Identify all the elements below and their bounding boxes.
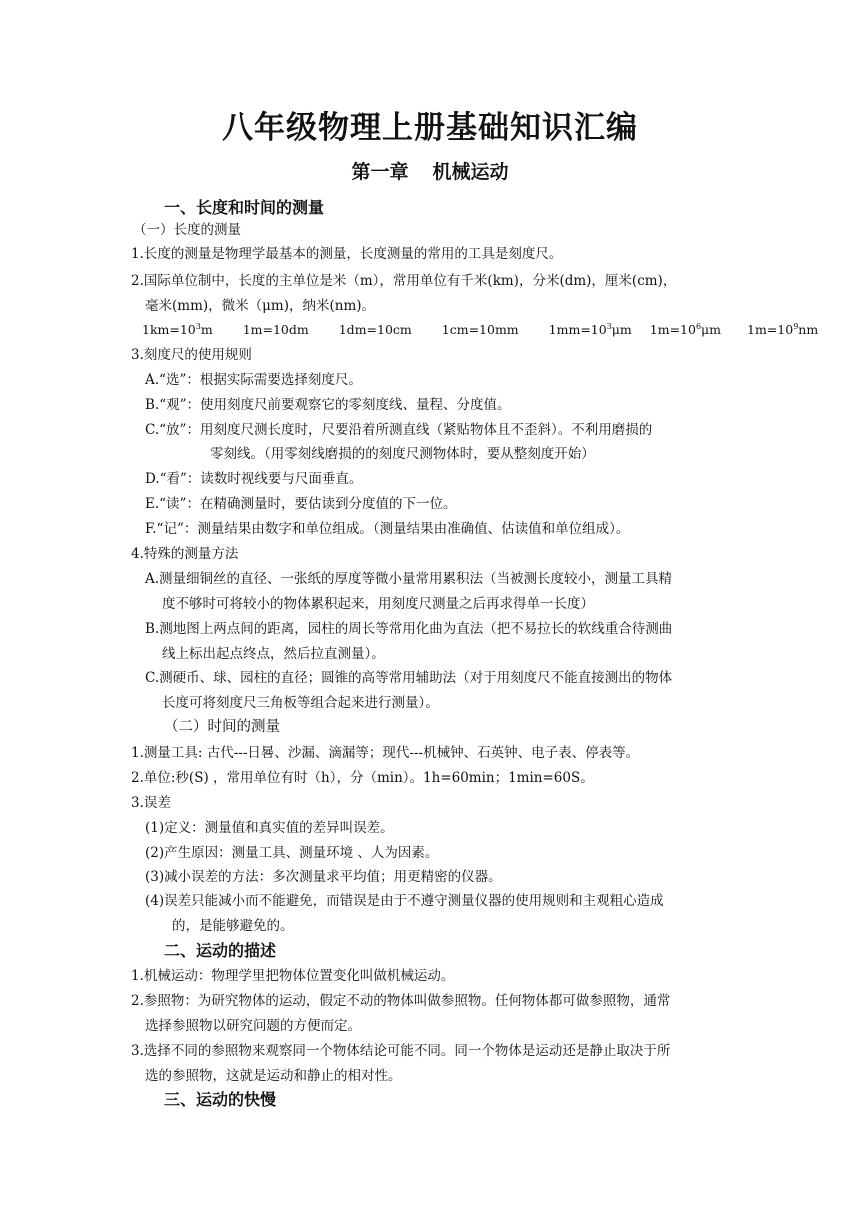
- unit-conversion: 1m=10dm: [242, 322, 309, 337]
- list-item-continuation: 线上标出起点终点，然后拉直测量）。: [162, 646, 385, 662]
- paragraph: 选的参照物，这就是运动和静止的相对性。: [145, 1068, 402, 1084]
- paragraph: 2.国际单位制中，长度的主单位是米（m），常用单位有千米(km)，分米(dm)，厘米(cm)，: [131, 273, 677, 289]
- unit-conversion: $1mm=10^3\mu m$: [548, 322, 632, 337]
- paragraph: 2.参照物：为研究物体的运动，假定不动的物体叫做参照物。任何物体都可做参照物，通常: [131, 993, 671, 1009]
- unit-conversion: 1dm=10cm: [338, 322, 412, 337]
- unit-conversion: $1km=10^3m$: [142, 322, 213, 337]
- section-heading-1: 一、长度和时间的测量: [164, 198, 325, 217]
- paragraph: 选择参照物以研究问题的方便而定。: [145, 1018, 361, 1034]
- unit-conversion: 1cm=10mm: [441, 322, 519, 337]
- paragraph: 1.测量工具: 古代---日晷、沙漏、滴漏等；现代---机械钟、石英钟、电子表、停表等。: [131, 745, 640, 761]
- paragraph: 3.选择不同的参照物来观察同一个物体结论可能不同。同一个物体是运动还是静止取决于所: [131, 1043, 671, 1059]
- list-item: C.测硬币、球、园柱的直径；圆锥的高等常用辅助法（对于用刻度尺不能直接测出的物体: [145, 670, 673, 686]
- list-item: A.测量细铜丝的直径、一张纸的厚度等微小量常用累积法（当被测长度较小，测量工具精: [145, 571, 673, 587]
- list-item: D.“看”：读数时视线要与尺面垂直。: [145, 471, 363, 487]
- list-item-continuation: 度不够时可将较小的物体累积起来，用刻度尺测量之后再求得单一长度）: [162, 596, 594, 612]
- list-item: (4)误差只能减小而不能避免，而错误是由于不遵守测量仪器的使用规则和主观粗心造成: [145, 893, 664, 909]
- list-item-continuation: 长度可将刻度尺三角板等组合起来进行测量）。: [162, 695, 439, 711]
- paragraph: 1.机械运动：物理学里把物体位置变化叫做机械运动。: [131, 968, 455, 984]
- paragraph: 2.单位:秒(S) ，常用单位有时（h），分（min）。1h=60min；1min=60S。: [131, 770, 594, 786]
- paragraph: 3.刻度尺的使用规则: [131, 347, 252, 363]
- list-item: (1)定义：测量值和真实值的差异叫误差。: [145, 820, 394, 836]
- chapter-number: 第一章: [351, 161, 409, 183]
- list-item-continuation: 零刻线。（用零刻线磨损的的刻度尺测物体时，要从整刻度开始）: [210, 446, 595, 462]
- paragraph: 1.长度的测量是物理学最基本的测量，长度测量的常用的工具是刻度尺。: [131, 246, 563, 262]
- list-item: B.测地图上两点间的距离，园柱的周长等常用化曲为直法（把不易拉长的软线重合待测曲: [145, 621, 673, 637]
- unit-conversion: $1m=10^6\mu m$: [649, 322, 722, 337]
- list-item: (2)产生原因：测量工具、测量环境 、人为因素。: [145, 845, 439, 861]
- section-heading-2: 二、运动的描述: [164, 941, 277, 960]
- list-item: F.“记”：测量结果由数字和单位组成。（测量结果由准确值、估读值和单位组成）。: [145, 521, 630, 537]
- document-title: 八年级物理上册基础知识汇编: [222, 110, 638, 146]
- chapter-heading: [0, 158, 860, 186]
- subsection-length: （一）长度的测量: [133, 222, 241, 238]
- paragraph: 毫米(mm)，微米（μm)，纳米(nm)。: [145, 298, 376, 314]
- list-item: (3)减小误差的方法：多次测量求平均值；用更精密的仪器。: [145, 869, 502, 885]
- list-item: A.“选”：根据实际需要选择刻度尺。: [145, 372, 362, 388]
- list-item: B.“观”：使用刻度尺前要观察它的零刻度线、量程、分度值。: [145, 397, 511, 413]
- subsection-time: （二）时间的测量: [164, 719, 280, 735]
- unit-conversions: [142, 320, 818, 340]
- list-item: E.“读”：在精确测量时，要估读到分度值的下一位。: [145, 496, 457, 512]
- paragraph: 3.误差: [131, 795, 171, 811]
- chapter-name: 机械运动: [432, 161, 509, 183]
- list-item-continuation: 的，是能够避免的。: [172, 918, 294, 934]
- paragraph: 4.特殊的测量方法: [131, 546, 239, 562]
- list-item: C.“放”：用刻度尺测长度时，尺要沿着所测直线（紧贴物体且不歪斜）。不利用磨损的: [145, 422, 653, 438]
- unit-conversion: $1m=10^9nm$: [747, 322, 819, 337]
- section-heading-3: 三、运动的快慢: [164, 1090, 277, 1109]
